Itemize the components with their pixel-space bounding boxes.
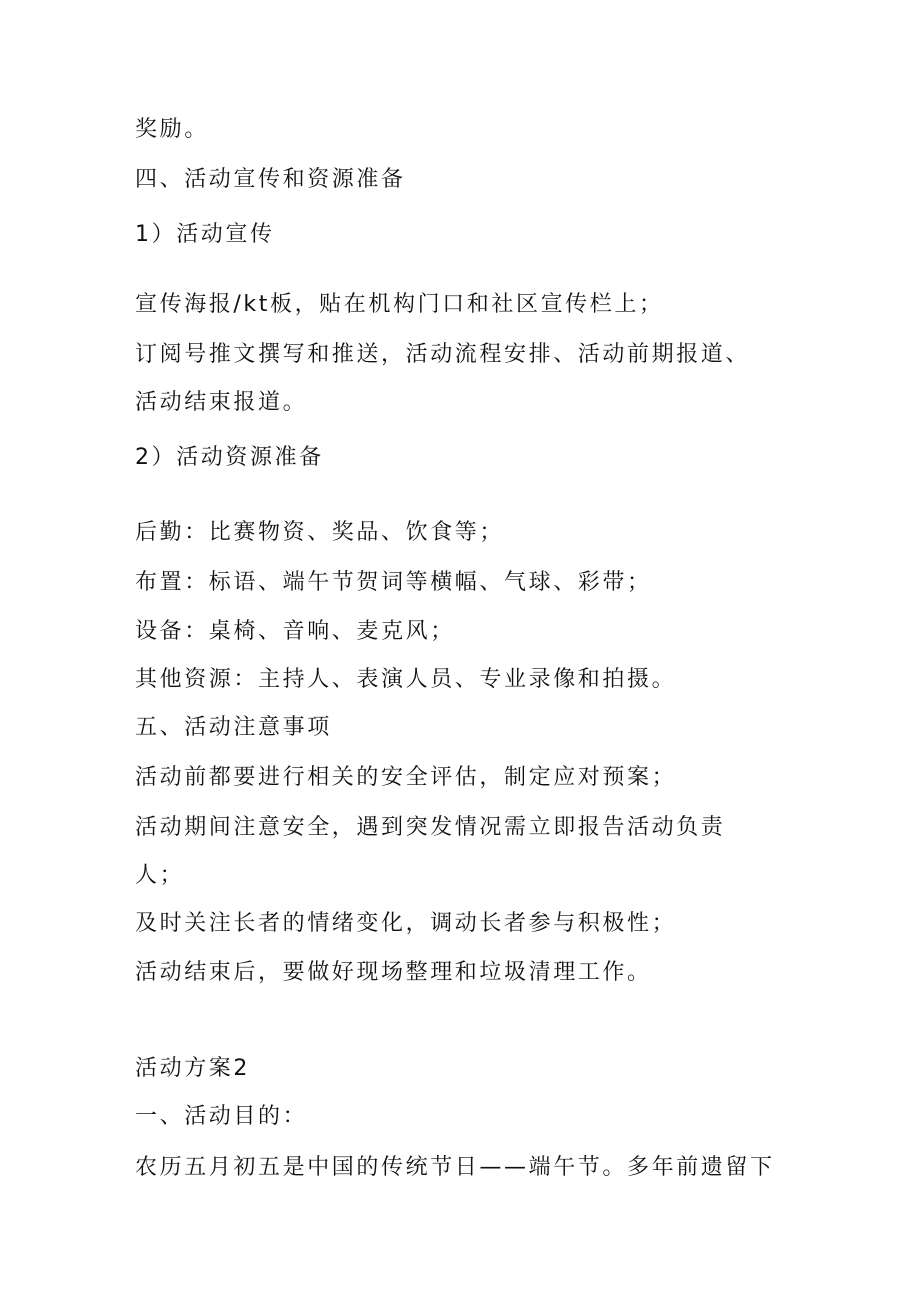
text-line: 后勤：比赛物资、奖品、饮食等； (135, 520, 505, 545)
text-line: 活动结束后，要做好现场整理和垃圾清理工作。 (135, 960, 652, 985)
subsection-heading: 1）活动宣传 (135, 222, 275, 247)
text-line: 宣传海报/kt板，贴在机构门口和社区宣传栏上； (135, 292, 664, 317)
subsection-heading: 2）活动资源准备 (135, 445, 324, 470)
plan-title: 活动方案2 (135, 1056, 250, 1081)
text-line: 奖励。 (135, 117, 209, 142)
text-line: 农历五月初五是中国的传统节日——端午节。多年前遗留下 (135, 1155, 775, 1180)
text-line: 人； (135, 863, 185, 888)
section-heading: 四、活动宣传和资源准备 (135, 167, 406, 192)
text-line: 布置：标语、端午节贺词等横幅、气球、彩带； (135, 570, 652, 595)
text-line: 活动期间注意安全，遇到突发情况需立即报告活动负责 (135, 815, 726, 840)
text-line: 订阅号推文撰写和推送，活动流程安排、活动前期报道、 (135, 342, 751, 367)
text-line: 及时关注长者的情绪变化，调动长者参与积极性； (135, 911, 677, 936)
section-heading: 一、活动目的： (135, 1104, 308, 1129)
text-line: 活动结束报道。 (135, 390, 308, 415)
text-line: 其他资源：主持人、表演人员、专业录像和拍摄。 (135, 667, 677, 692)
text-line: 设备：桌椅、音响、麦克风； (135, 619, 455, 644)
text-line: 活动前都要进行相关的安全评估，制定应对预案； (135, 765, 677, 790)
section-heading: 五、活动注意事项 (135, 715, 332, 740)
